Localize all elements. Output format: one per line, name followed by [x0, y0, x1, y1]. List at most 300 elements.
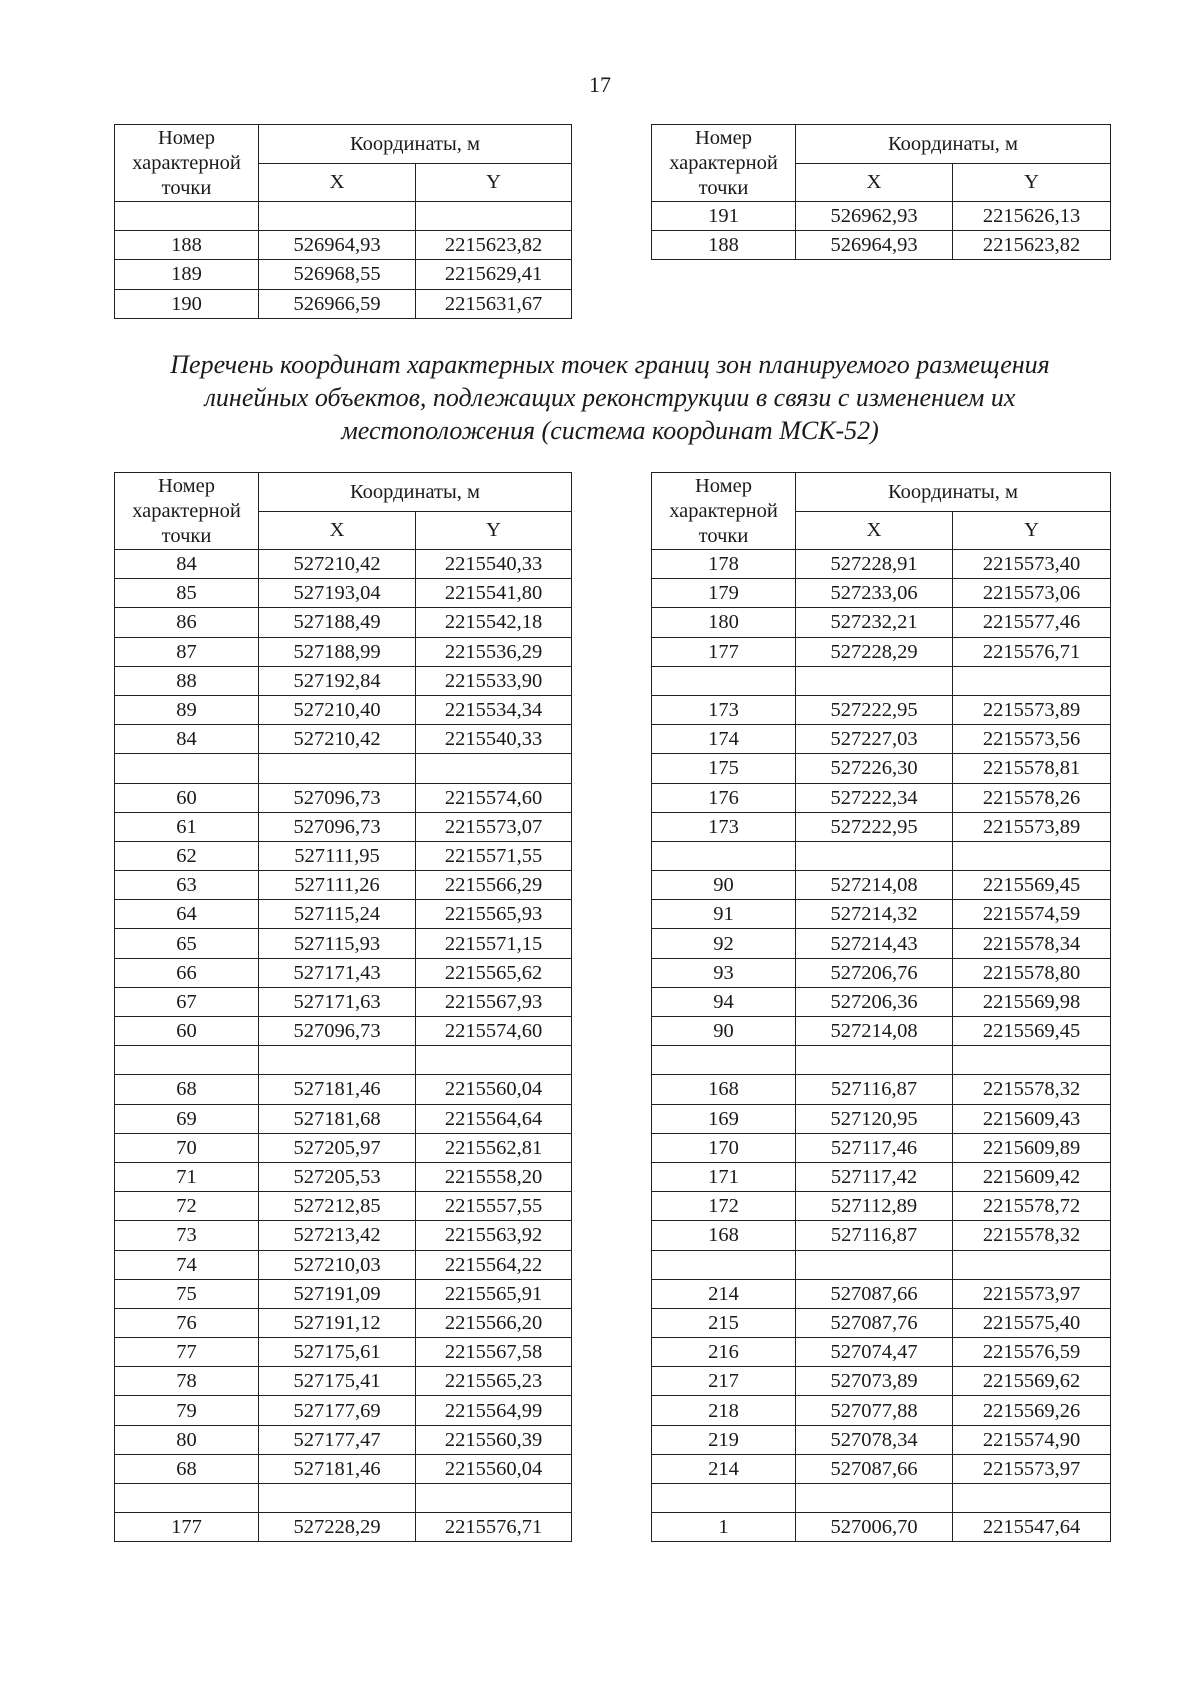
table-row	[652, 987, 1111, 1016]
table-row	[115, 841, 572, 870]
table-row	[652, 958, 1111, 987]
table-row	[115, 1192, 572, 1221]
y-coordinate-cell: 2215564,99	[416, 1396, 572, 1425]
x-coordinate-cell: 527227,03	[796, 725, 953, 754]
point-number-cell	[652, 1046, 796, 1075]
table-row	[115, 929, 572, 958]
x-coordinate-cell: 527222,95	[796, 812, 953, 841]
point-number-cell: 1	[652, 1513, 796, 1542]
y-coordinate-cell: 2215574,60	[416, 783, 572, 812]
x-coordinate-cell: 527096,73	[259, 1017, 416, 1046]
x-coordinate-cell: 527214,08	[796, 871, 953, 900]
table-row	[115, 637, 572, 666]
y-coordinate-cell: 2215564,64	[416, 1104, 572, 1133]
table-row	[652, 550, 1111, 579]
y-coordinate-cell	[953, 1250, 1111, 1279]
point-number-cell	[115, 202, 259, 231]
table-row	[115, 725, 572, 754]
point-number-cell: 90	[652, 1017, 796, 1046]
y-coordinate-cell: 2215560,39	[416, 1425, 572, 1454]
x-coordinate-cell: 527212,85	[259, 1192, 416, 1221]
point-number-cell: 168	[652, 1075, 796, 1104]
point-number-cell: 92	[652, 929, 796, 958]
y-coordinate-cell: 2215569,98	[953, 987, 1111, 1016]
table-row	[652, 1133, 1111, 1162]
y-coordinate-cell: 2215576,71	[953, 637, 1111, 666]
point-number-cell	[652, 1250, 796, 1279]
point-number-cell: 68	[115, 1075, 259, 1104]
y-coordinate-cell: 2215576,59	[953, 1338, 1111, 1367]
table-row	[652, 637, 1111, 666]
table-row	[652, 579, 1111, 608]
x-coordinate-cell: 527087,66	[796, 1454, 953, 1483]
x-coordinate-cell: 527228,91	[796, 550, 953, 579]
x-coordinate-cell: 527087,76	[796, 1308, 953, 1337]
table-row	[115, 1162, 572, 1191]
header-y: Y	[953, 164, 1111, 202]
x-coordinate-cell: 527205,53	[259, 1162, 416, 1191]
table-row	[115, 1017, 572, 1046]
table-row	[652, 929, 1111, 958]
section-heading-line: местоположения (система координат МСК-52)	[341, 416, 879, 445]
table-row	[115, 783, 572, 812]
coordinates-table-main-left	[114, 472, 572, 1542]
y-coordinate-cell: 2215567,93	[416, 987, 572, 1016]
point-number-cell: 79	[115, 1396, 259, 1425]
x-coordinate-cell: 527115,93	[259, 929, 416, 958]
table-row	[652, 1046, 1111, 1075]
table-row	[115, 1513, 572, 1542]
y-coordinate-cell: 2215577,46	[953, 608, 1111, 637]
point-number-cell	[115, 1046, 259, 1075]
point-number-cell: 70	[115, 1133, 259, 1162]
table-row	[652, 1367, 1111, 1396]
table-row	[652, 1162, 1111, 1191]
y-coordinate-cell: 2215623,82	[416, 231, 572, 260]
point-number-cell	[652, 666, 796, 695]
point-number-cell: 61	[115, 812, 259, 841]
table-row	[652, 1454, 1111, 1483]
header-y: Y	[416, 164, 572, 202]
y-coordinate-cell	[953, 1046, 1111, 1075]
table-row	[115, 1338, 572, 1367]
point-number-cell: 176	[652, 783, 796, 812]
table-row	[115, 987, 572, 1016]
y-coordinate-cell: 2215573,40	[953, 550, 1111, 579]
point-number-cell: 65	[115, 929, 259, 958]
table-row	[652, 1104, 1111, 1133]
table-row	[115, 260, 572, 289]
table-row	[652, 1017, 1111, 1046]
y-coordinate-cell: 2215566,20	[416, 1308, 572, 1337]
x-coordinate-cell: 527073,89	[796, 1367, 953, 1396]
table-row	[115, 202, 572, 231]
point-number-cell: 190	[115, 289, 259, 318]
header-point-number: Номер характерной точки	[652, 125, 796, 202]
section-heading	[110, 348, 1110, 447]
y-coordinate-cell: 2215567,58	[416, 1338, 572, 1367]
y-coordinate-cell: 2215540,33	[416, 550, 572, 579]
table-row	[652, 783, 1111, 812]
x-coordinate-cell: 527210,40	[259, 695, 416, 724]
point-number-cell: 73	[115, 1221, 259, 1250]
x-coordinate-cell: 527192,84	[259, 666, 416, 695]
header-x: X	[796, 164, 953, 202]
x-coordinate-cell: 527210,42	[259, 725, 416, 754]
point-number-cell: 168	[652, 1221, 796, 1250]
table-row	[115, 695, 572, 724]
table-row	[115, 289, 572, 318]
x-coordinate-cell: 527228,29	[796, 637, 953, 666]
y-coordinate-cell	[416, 754, 572, 783]
x-coordinate-cell: 527096,73	[259, 812, 416, 841]
point-number-cell: 177	[115, 1513, 259, 1542]
y-coordinate-cell: 2215534,34	[416, 695, 572, 724]
x-coordinate-cell: 527115,24	[259, 900, 416, 929]
point-number-cell: 62	[115, 841, 259, 870]
y-coordinate-cell: 2215573,06	[953, 579, 1111, 608]
y-coordinate-cell: 2215569,62	[953, 1367, 1111, 1396]
point-number-cell: 84	[115, 550, 259, 579]
y-coordinate-cell: 2215569,45	[953, 1017, 1111, 1046]
x-coordinate-cell	[796, 666, 953, 695]
coordinates-table-top-left	[114, 124, 572, 319]
header-point-number: Номер характерной точки	[115, 125, 259, 202]
point-number-cell: 63	[115, 871, 259, 900]
y-coordinate-cell: 2215569,26	[953, 1396, 1111, 1425]
y-coordinate-cell: 2215562,81	[416, 1133, 572, 1162]
point-number-cell: 88	[115, 666, 259, 695]
table-row	[652, 231, 1111, 260]
x-coordinate-cell: 527214,32	[796, 900, 953, 929]
point-number-cell: 72	[115, 1192, 259, 1221]
point-number-cell: 74	[115, 1250, 259, 1279]
y-coordinate-cell: 2215578,34	[953, 929, 1111, 958]
x-coordinate-cell: 527181,46	[259, 1075, 416, 1104]
x-coordinate-cell: 527228,29	[259, 1513, 416, 1542]
point-number-cell: 216	[652, 1338, 796, 1367]
point-number-cell: 75	[115, 1279, 259, 1308]
y-coordinate-cell: 2215560,04	[416, 1075, 572, 1104]
header-x: X	[796, 512, 953, 550]
x-coordinate-cell: 527206,76	[796, 958, 953, 987]
table-row	[652, 841, 1111, 870]
table-row	[652, 1221, 1111, 1250]
point-number-cell: 177	[652, 637, 796, 666]
x-coordinate-cell: 527214,43	[796, 929, 953, 958]
y-coordinate-cell: 2215623,82	[953, 231, 1111, 260]
point-number-cell: 90	[652, 871, 796, 900]
point-number-cell	[652, 841, 796, 870]
y-coordinate-cell: 2215573,56	[953, 725, 1111, 754]
y-coordinate-cell: 2215578,81	[953, 754, 1111, 783]
header-coordinates: Координаты, м	[796, 473, 1111, 512]
x-coordinate-cell: 527188,49	[259, 608, 416, 637]
table-row	[115, 1484, 572, 1513]
point-number-cell: 84	[115, 725, 259, 754]
point-number-cell: 60	[115, 783, 259, 812]
table-row	[652, 608, 1111, 637]
page-number: 17	[589, 72, 611, 97]
point-number-cell: 174	[652, 725, 796, 754]
point-number-cell: 170	[652, 1133, 796, 1162]
table-row	[115, 1454, 572, 1483]
y-coordinate-cell: 2215573,89	[953, 812, 1111, 841]
coordinates-table-main-right	[651, 472, 1111, 1542]
table-row	[652, 812, 1111, 841]
table-row	[115, 231, 572, 260]
table-row	[115, 1221, 572, 1250]
point-number-cell: 68	[115, 1454, 259, 1483]
point-number-cell: 69	[115, 1104, 259, 1133]
table-row	[652, 202, 1111, 231]
section-heading-line: линейных объектов, подлежащих реконструкции в связи с изменением их	[204, 383, 1016, 412]
table-row	[115, 1425, 572, 1454]
y-coordinate-cell: 2215565,91	[416, 1279, 572, 1308]
y-coordinate-cell: 2215626,13	[953, 202, 1111, 231]
x-coordinate-cell	[796, 841, 953, 870]
y-coordinate-cell: 2215560,04	[416, 1454, 572, 1483]
x-coordinate-cell: 527117,46	[796, 1133, 953, 1162]
point-number-cell: 169	[652, 1104, 796, 1133]
table-row	[652, 1192, 1111, 1221]
point-number-cell: 91	[652, 900, 796, 929]
x-coordinate-cell: 527175,61	[259, 1338, 416, 1367]
point-number-cell: 173	[652, 812, 796, 841]
x-coordinate-cell: 527206,36	[796, 987, 953, 1016]
point-number-cell: 217	[652, 1367, 796, 1396]
x-coordinate-cell	[796, 1484, 953, 1513]
point-number-cell: 94	[652, 987, 796, 1016]
y-coordinate-cell	[953, 1484, 1111, 1513]
y-coordinate-cell: 2215558,20	[416, 1162, 572, 1191]
x-coordinate-cell: 527177,47	[259, 1425, 416, 1454]
point-number-cell: 214	[652, 1454, 796, 1483]
x-coordinate-cell: 527175,41	[259, 1367, 416, 1396]
y-coordinate-cell: 2215573,97	[953, 1279, 1111, 1308]
point-number-cell: 188	[115, 231, 259, 260]
x-coordinate-cell: 527112,89	[796, 1192, 953, 1221]
y-coordinate-cell: 2215569,45	[953, 871, 1111, 900]
point-number-cell: 64	[115, 900, 259, 929]
table-row	[115, 1046, 572, 1075]
point-number-cell: 172	[652, 1192, 796, 1221]
table-row	[652, 666, 1111, 695]
point-number-cell: 175	[652, 754, 796, 783]
header-x: X	[259, 164, 416, 202]
x-coordinate-cell	[259, 202, 416, 231]
y-coordinate-cell: 2215565,23	[416, 1367, 572, 1396]
x-coordinate-cell: 527213,42	[259, 1221, 416, 1250]
y-coordinate-cell: 2215573,89	[953, 695, 1111, 724]
point-number-cell: 80	[115, 1425, 259, 1454]
header-coordinates: Координаты, м	[259, 473, 572, 512]
y-coordinate-cell: 2215573,07	[416, 812, 572, 841]
x-coordinate-cell: 526964,93	[796, 231, 953, 260]
x-coordinate-cell: 527120,95	[796, 1104, 953, 1133]
point-number-cell: 219	[652, 1425, 796, 1454]
section-heading-line: Перечень координат характерных точек границ зон планируемого размещения	[170, 350, 1050, 379]
point-number-cell: 179	[652, 579, 796, 608]
y-coordinate-cell: 2215578,80	[953, 958, 1111, 987]
table-row	[652, 1250, 1111, 1279]
header-y: Y	[953, 512, 1111, 550]
table-row	[115, 1367, 572, 1396]
x-coordinate-cell: 526964,93	[259, 231, 416, 260]
x-coordinate-cell: 527074,47	[796, 1338, 953, 1367]
table-row	[115, 579, 572, 608]
y-coordinate-cell: 2215576,71	[416, 1513, 572, 1542]
point-number-cell: 89	[115, 695, 259, 724]
table-row	[652, 871, 1111, 900]
x-coordinate-cell: 527205,97	[259, 1133, 416, 1162]
y-coordinate-cell: 2215609,42	[953, 1162, 1111, 1191]
table-row	[115, 1308, 572, 1337]
x-coordinate-cell: 527117,42	[796, 1162, 953, 1191]
point-number-cell: 76	[115, 1308, 259, 1337]
point-number-cell: 188	[652, 231, 796, 260]
point-number-cell: 180	[652, 608, 796, 637]
x-coordinate-cell: 527193,04	[259, 579, 416, 608]
table-row	[652, 900, 1111, 929]
y-coordinate-cell: 2215578,26	[953, 783, 1111, 812]
y-coordinate-cell: 2215533,90	[416, 666, 572, 695]
header-point-number: Номер характерной точки	[652, 473, 796, 550]
x-coordinate-cell: 527210,42	[259, 550, 416, 579]
point-number-cell: 178	[652, 550, 796, 579]
y-coordinate-cell: 2215578,32	[953, 1221, 1111, 1250]
x-coordinate-cell: 527226,30	[796, 754, 953, 783]
table-row	[115, 666, 572, 695]
x-coordinate-cell: 527116,87	[796, 1075, 953, 1104]
y-coordinate-cell	[953, 666, 1111, 695]
x-coordinate-cell: 527222,34	[796, 783, 953, 812]
y-coordinate-cell: 2215629,41	[416, 260, 572, 289]
header-point-number: Номер характерной точки	[115, 473, 259, 550]
point-number-cell: 85	[115, 579, 259, 608]
table-row	[652, 695, 1111, 724]
x-coordinate-cell	[259, 754, 416, 783]
table-row	[115, 958, 572, 987]
y-coordinate-cell: 2215578,72	[953, 1192, 1111, 1221]
table-row	[652, 1279, 1111, 1308]
y-coordinate-cell: 2215547,64	[953, 1513, 1111, 1542]
x-coordinate-cell: 527087,66	[796, 1279, 953, 1308]
point-number-cell: 86	[115, 608, 259, 637]
y-coordinate-cell: 2215571,15	[416, 929, 572, 958]
table-row	[652, 1338, 1111, 1367]
x-coordinate-cell: 527191,12	[259, 1308, 416, 1337]
x-coordinate-cell: 527210,03	[259, 1250, 416, 1279]
table-row	[115, 550, 572, 579]
y-coordinate-cell: 2215571,55	[416, 841, 572, 870]
y-coordinate-cell: 2215563,92	[416, 1221, 572, 1250]
table-row	[115, 754, 572, 783]
point-number-cell: 214	[652, 1279, 796, 1308]
point-number-cell: 189	[115, 260, 259, 289]
x-coordinate-cell: 526968,55	[259, 260, 416, 289]
header-x: X	[259, 512, 416, 550]
table-row	[115, 900, 572, 929]
y-coordinate-cell: 2215542,18	[416, 608, 572, 637]
x-coordinate-cell: 527096,73	[259, 783, 416, 812]
y-coordinate-cell: 2215574,90	[953, 1425, 1111, 1454]
table-row	[652, 1484, 1111, 1513]
point-number-cell: 67	[115, 987, 259, 1016]
y-coordinate-cell	[416, 1484, 572, 1513]
header-y: Y	[416, 512, 572, 550]
x-coordinate-cell: 527171,43	[259, 958, 416, 987]
point-number-cell: 60	[115, 1017, 259, 1046]
y-coordinate-cell: 2215565,62	[416, 958, 572, 987]
point-number-cell: 66	[115, 958, 259, 987]
coordinates-table-top-right	[651, 124, 1111, 260]
y-coordinate-cell: 2215574,60	[416, 1017, 572, 1046]
table-row	[115, 1075, 572, 1104]
point-number-cell	[115, 754, 259, 783]
y-coordinate-cell	[416, 202, 572, 231]
table-row	[652, 1425, 1111, 1454]
table-row	[115, 871, 572, 900]
x-coordinate-cell: 527006,70	[796, 1513, 953, 1542]
x-coordinate-cell: 526966,59	[259, 289, 416, 318]
point-number-cell: 218	[652, 1396, 796, 1425]
y-coordinate-cell: 2215574,59	[953, 900, 1111, 929]
table-row	[652, 754, 1111, 783]
point-number-cell	[115, 1484, 259, 1513]
point-number-cell	[652, 1484, 796, 1513]
y-coordinate-cell	[953, 841, 1111, 870]
header-coordinates: Координаты, м	[796, 125, 1111, 164]
y-coordinate-cell: 2215536,29	[416, 637, 572, 666]
x-coordinate-cell: 527077,88	[796, 1396, 953, 1425]
table-row	[115, 1250, 572, 1279]
y-coordinate-cell	[416, 1046, 572, 1075]
point-number-cell: 71	[115, 1162, 259, 1191]
x-coordinate-cell: 526962,93	[796, 202, 953, 231]
x-coordinate-cell: 527111,95	[259, 841, 416, 870]
table-row	[652, 1513, 1111, 1542]
y-coordinate-cell: 2215566,29	[416, 871, 572, 900]
x-coordinate-cell: 527181,68	[259, 1104, 416, 1133]
y-coordinate-cell: 2215557,55	[416, 1192, 572, 1221]
y-coordinate-cell: 2215609,43	[953, 1104, 1111, 1133]
point-number-cell: 77	[115, 1338, 259, 1367]
y-coordinate-cell: 2215541,80	[416, 579, 572, 608]
table-row	[115, 812, 572, 841]
y-coordinate-cell: 2215564,22	[416, 1250, 572, 1279]
point-number-cell: 191	[652, 202, 796, 231]
x-coordinate-cell	[796, 1250, 953, 1279]
x-coordinate-cell: 527214,08	[796, 1017, 953, 1046]
y-coordinate-cell: 2215578,32	[953, 1075, 1111, 1104]
point-number-cell: 87	[115, 637, 259, 666]
x-coordinate-cell: 527232,21	[796, 608, 953, 637]
y-coordinate-cell: 2215609,89	[953, 1133, 1111, 1162]
table-row	[115, 1133, 572, 1162]
y-coordinate-cell: 2215631,67	[416, 289, 572, 318]
point-number-cell: 173	[652, 695, 796, 724]
x-coordinate-cell: 527181,46	[259, 1454, 416, 1483]
y-coordinate-cell: 2215573,97	[953, 1454, 1111, 1483]
y-coordinate-cell: 2215565,93	[416, 900, 572, 929]
x-coordinate-cell: 527111,26	[259, 871, 416, 900]
x-coordinate-cell: 527116,87	[796, 1221, 953, 1250]
x-coordinate-cell: 527078,34	[796, 1425, 953, 1454]
table-row	[652, 1396, 1111, 1425]
table-row	[115, 1104, 572, 1133]
point-number-cell: 78	[115, 1367, 259, 1396]
